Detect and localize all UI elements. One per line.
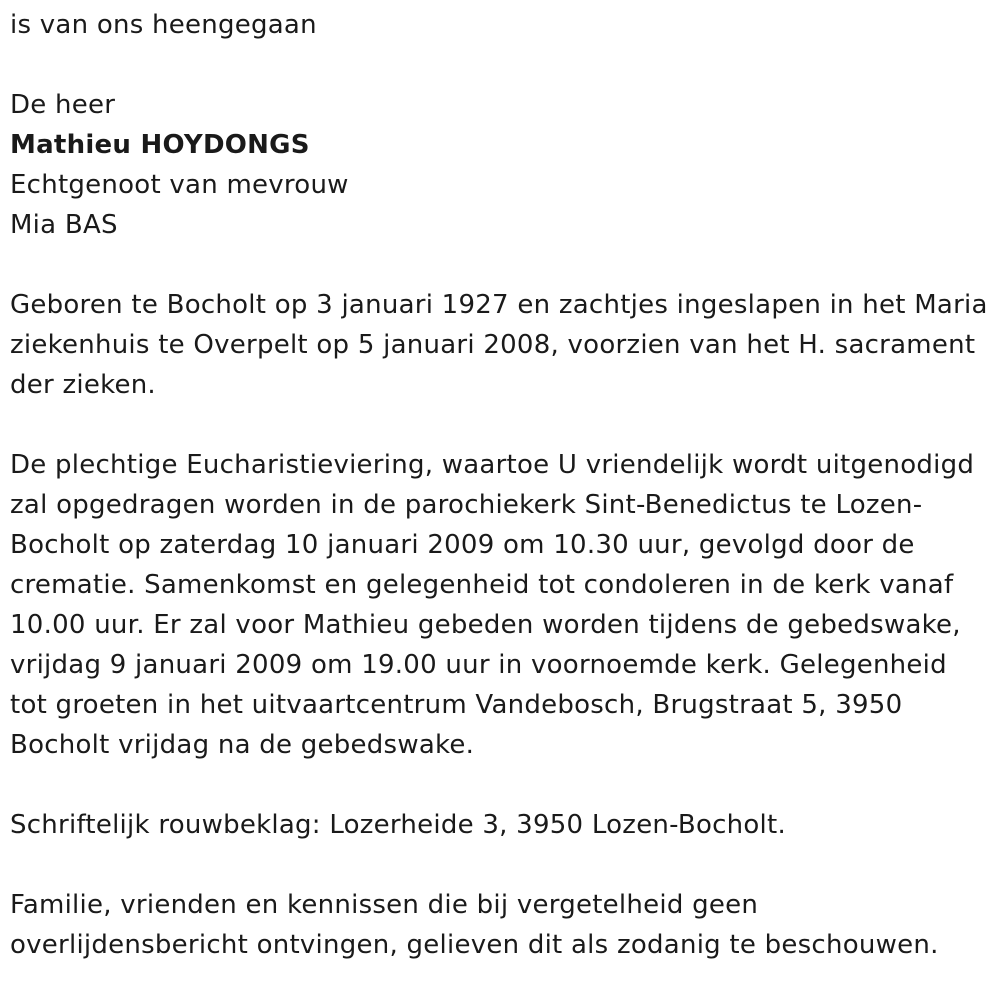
condolence-address: Schriftelijk rouwbeklag: Lozerheide 3, 3950 Lozen-Bocholt.	[10, 810, 786, 840]
service-paragraph	[10, 445, 990, 765]
deceased-block	[10, 85, 990, 245]
paragraph-line: zal opgedragen worden in de parochiekerk Sint-Benedictus te Lozen-	[10, 490, 923, 520]
spouse-label: Echtgenoot van mevrouw	[10, 170, 349, 200]
closing-paragraph	[10, 885, 990, 965]
deceased-title: De heer	[10, 90, 116, 120]
birth-paragraph	[10, 285, 990, 405]
intro-text: is van ons heengegaan	[10, 10, 317, 40]
condolence-paragraph	[10, 805, 990, 845]
paragraph-line: vrijdag 9 januari 2009 om 19.00 uur in voornoemde kerk. Gelegenheid	[10, 650, 947, 680]
paragraph-line: der zieken.	[10, 370, 156, 400]
deceased-name: Mathieu HOYDONGS	[10, 130, 310, 160]
paragraph-line: Bocholt op zaterdag 10 januari 2009 om 10.30 uur, gevolgd door de	[10, 530, 915, 560]
paragraph-line: 10.00 uur. Er zal voor Mathieu gebeden worden tijdens de gebedswake,	[10, 610, 961, 640]
paragraph-line: ziekenhuis te Overpelt op 5 januari 2008, voorzien van het H. sacrament	[10, 330, 976, 360]
paragraph-line: crematie. Samenkomst en gelegenheid tot condoleren in de kerk vanaf	[10, 570, 954, 600]
paragraph-line: tot groeten in het uitvaartcentrum Vandebosch, Brugstraat 5, 3950	[10, 690, 903, 720]
paragraph-line: Bocholt vrijdag na de gebedswake.	[10, 730, 475, 760]
paragraph-line: Familie, vrienden en kennissen die bij vergetelheid geen	[10, 890, 759, 920]
paragraph-line: Geboren te Bocholt op 3 januari 1927 en zachtjes ingeslapen in het Maria	[10, 290, 988, 320]
paragraph-line: De plechtige Eucharistieviering, waartoe U vriendelijk wordt uitgenodigd	[10, 450, 975, 480]
paragraph-line: overlijdensbericht ontvingen, gelieven dit als zodanig te beschouwen.	[10, 930, 939, 960]
spouse-name: Mia BAS	[10, 210, 118, 240]
